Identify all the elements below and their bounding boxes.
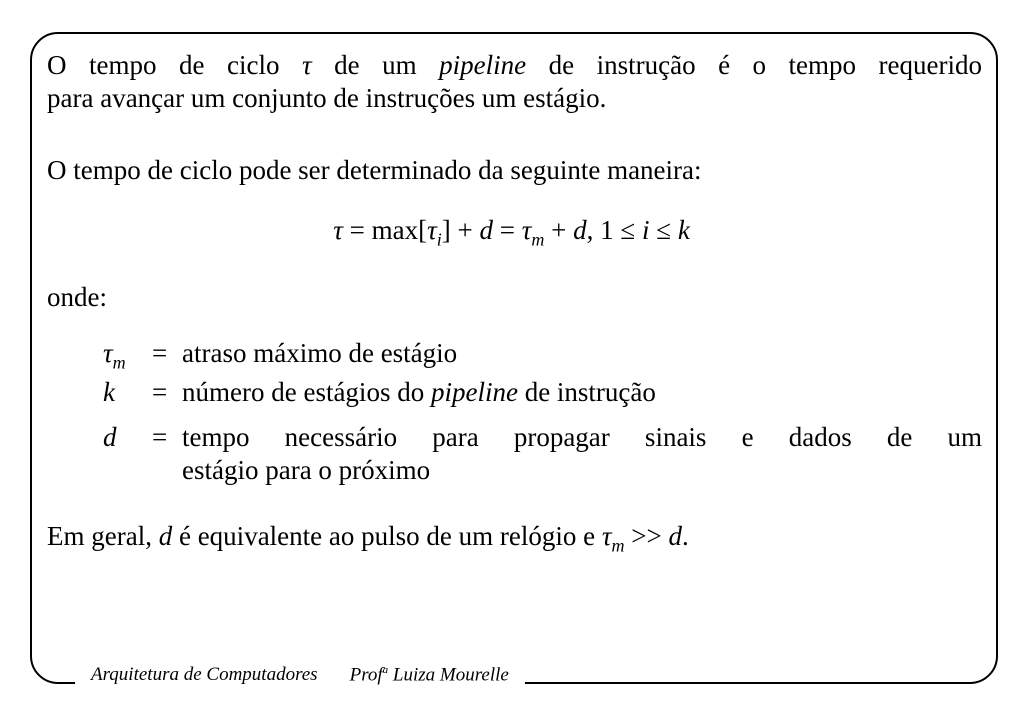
definition-symbol-d: d bbox=[103, 422, 117, 452]
footer-course: Arquitetura de Computadores bbox=[91, 664, 318, 685]
definition-equals: = bbox=[152, 377, 168, 407]
definition-text: tempo necessário para propagar sinais e dados de um estágio para o próximo bbox=[182, 422, 982, 485]
definition-text: atraso máximo de estágio bbox=[182, 338, 458, 368]
definition-symbol-tau-m: $\tau_m$ bbox=[103, 338, 126, 373]
definition-equals: = bbox=[152, 338, 168, 368]
paragraph-conclusion: Em geral, d é equivalente ao pulso de um relógio e $\tau_m >> d$. bbox=[47, 521, 689, 556]
footer-author: Prof$^a$ Luiza Mourelle bbox=[349, 663, 509, 686]
tau-symbol: τ bbox=[301, 50, 312, 80]
definition-symbol-k: k bbox=[103, 377, 115, 407]
cycle-time-formula: $\tau = \max[\tau_i] + d = \tau_m + d$, 1 ≤ i ≤ k bbox=[333, 215, 690, 250]
slide-frame bbox=[30, 32, 998, 684]
onde-label: onde: bbox=[47, 282, 107, 312]
pipeline-term: pipeline bbox=[439, 50, 527, 80]
paragraph-cycle-time-definition bbox=[47, 49, 982, 115]
paragraph-line: para avançar um conjunto de instruções um estágio. bbox=[47, 83, 607, 113]
paragraph-determination: O tempo de ciclo pode ser determinado da seguinte maneira: bbox=[47, 155, 702, 185]
pipeline-term: pipeline bbox=[430, 377, 518, 407]
definition-equals: = bbox=[152, 422, 168, 452]
footer bbox=[75, 662, 525, 688]
definition-text: número de estágios do pipeline de instrução bbox=[182, 377, 656, 407]
paragraph-line: O tempo de ciclo τ de um pipeline de instrução é o tempo requerido bbox=[47, 50, 982, 80]
